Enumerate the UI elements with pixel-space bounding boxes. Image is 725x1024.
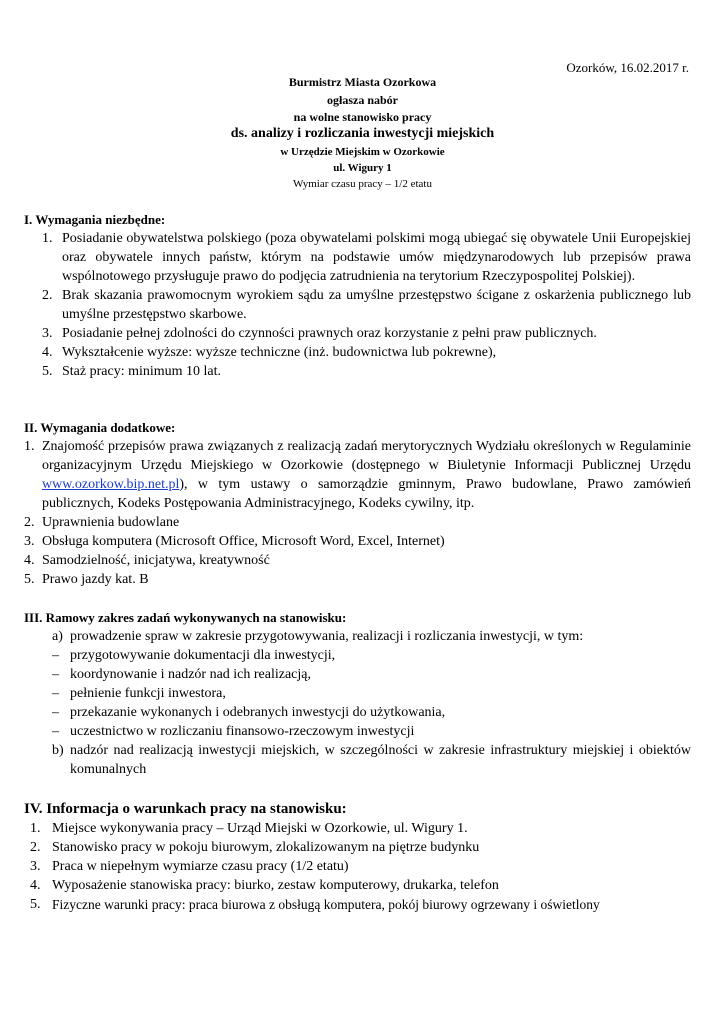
- list-item: 4. Samodzielność, inicjatywa, kreatywność: [24, 553, 270, 568]
- section-tasks-title: III. Ramowy zakres zadań wykonywanych na stanowisku:: [24, 610, 347, 625]
- list-item: 1. Posiadanie obywatelstwa polskiego (poza obywatelami polskimi mogą ubiegać się obywatele Unii Europejskiej oraz obywatele innych państw, którym na podstawie umów międzynarodowych lub przepisów prawa wspólnotowego przysługuje prawo do podjęcia zatrudnienia na terytorium Rzeczypospolitej Polskiej).: [42, 231, 691, 284]
- list-item: 2. Stanowisko pracy w pokoju biurowym, zlokalizowanym na piętrze budynku: [30, 840, 480, 855]
- list-item: b) nadzór nad realizacją inwestycji miejskich, w szczególności w zakresie infrastruktury miejskiej i obiektów komunalnych: [52, 743, 691, 777]
- header-position: ds. analizy i rozliczania inwestycji miejskich: [230, 126, 495, 141]
- dash-item: – koordynowanie i nadzór nad ich realizacją,: [52, 667, 312, 682]
- section-required: [24, 210, 691, 381]
- list-item: 2. Brak skazania prawomocnym wyrokiem sądu za umyślne przestępstwo ścigane z oskarżenia publicznego lub umyślne przestępstwo skarbowe.: [42, 288, 691, 322]
- list-item: 3. Praca w niepełnym wymiarze czasu pracy (1/2 etatu): [30, 859, 349, 874]
- list-item: 4. Wykształcenie wyższe: wyższe techniczne (inż. budownictwa lub pokrewne),: [42, 345, 497, 360]
- list-item: 1. Miejsce wykonywania pracy – Urząd Miejski w Ozorkowie, ul. Wigury 1.: [30, 821, 468, 836]
- section-additional: [24, 418, 691, 589]
- list-item: 5. Prawo jazdy kat. B: [24, 572, 149, 587]
- dash-item: – przekazanie wykonanych i odebranych inwestycji do użytkowania,: [52, 705, 446, 720]
- header-vacancy: na wolne stanowisko pracy: [293, 110, 432, 124]
- list-item: 3. Posiadanie pełnej zdolności do czynności prawnych oraz korzystanie z pełni praw publicznych.: [42, 326, 597, 341]
- dash-item: – przygotowywanie dokumentacji dla inwestycji,: [52, 648, 336, 663]
- list-item: a) prowadzenie spraw w zakresie przygotowywania, realizacji i rozliczania inwestycji, w tym:: [52, 629, 584, 644]
- dash-item: – uczestnictwo w rozliczaniu finansowo-rzeczowym inwestycji: [52, 724, 415, 739]
- header-office: w Urzędzie Miejskim w Ozorkowie: [280, 146, 445, 158]
- header-issuer: Burmistrz Miasta Ozorkowa: [288, 75, 437, 89]
- section-conditions-title: IV. Informacja o warunkach pracy na stanowisku:: [24, 801, 347, 817]
- list-item: 2. Uprawnienia budowlane: [24, 515, 180, 530]
- section-required-title: I. Wymagania niezbędne:: [24, 212, 166, 227]
- list-item: 5. Staż pracy: minimum 10 lat.: [42, 364, 222, 379]
- bip-link[interactable]: www.ozorkow.bip.net.pl: [42, 477, 180, 492]
- section-additional-title: II. Wymagania dodatkowe:: [24, 420, 176, 435]
- header-address: ul. Wigury 1: [333, 162, 392, 174]
- section-conditions: [24, 800, 691, 914]
- document-date: Ozorków, 16.02.2017 r.: [566, 60, 689, 75]
- list-item: 5. Fizyczne warunki pracy: praca biurowa z obsługą komputera, pokój biurowy ogrzewany i oświetlony: [30, 897, 600, 912]
- section-tasks: [24, 608, 691, 779]
- list-item: 4. Wyposażenie stanowiska pracy: biurko, zestaw komputerowy, drukarka, telefon: [30, 878, 499, 893]
- header-worktime: Wymiar czasu pracy – 1/2 etatu: [293, 178, 432, 190]
- list-item: 1. Znajomość przepisów prawa związanych z realizacją zadań merytorycznych Wydziału określonych w Regulaminie organizacyjnym Urzędu Miejskiego w Ozorkowie (dostępnego w Biuletynie Informacji Publicznej Urzędu www.ozorkow.bip.net.pl), w tym ustawy o samorządzie gminnym, Prawo budowlane, Prawo zamówień publicznych, Kodeks Postępowania Administracyjnego, Kodeks cywilny, itp.: [24, 439, 691, 511]
- dash-item: – pełnienie funkcji inwestora,: [52, 686, 226, 701]
- header-announces: ogłasza nabór: [326, 93, 398, 107]
- list-item: 3. Obsługa komputera (Microsoft Office, Microsoft Word, Excel, Internet): [24, 534, 445, 549]
